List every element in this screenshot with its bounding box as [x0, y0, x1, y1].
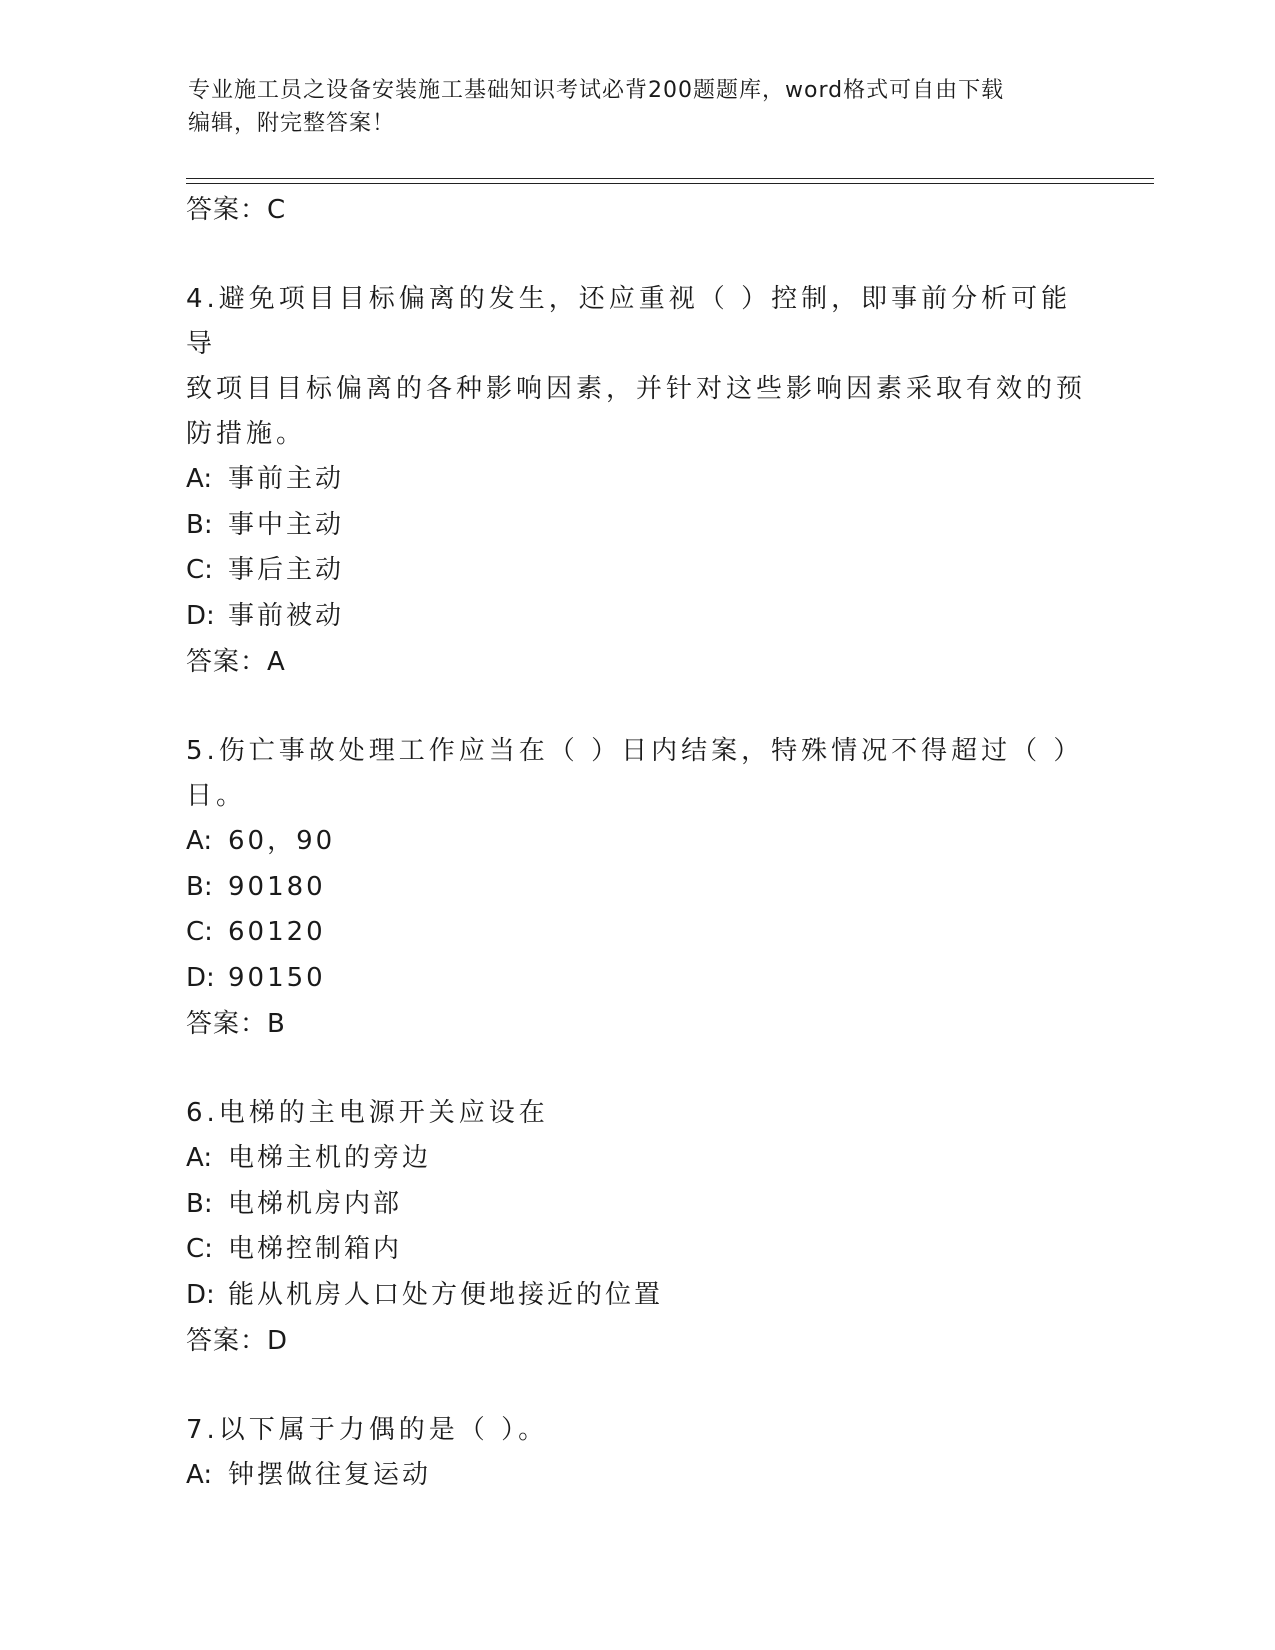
header-divider-bottom [186, 183, 1154, 184]
question-5-option-c: C: 60120 [186, 917, 326, 947]
header-divider-top [186, 178, 1154, 179]
question-5-option-d: D: 90150 [186, 962, 326, 993]
question-4-option-b: B: 事中主动 [186, 509, 345, 540]
question-6-text-line1: 6.电梯的主电源开关应设在 [186, 1098, 549, 1128]
question-5-text-line2: 日。 [186, 781, 247, 811]
header-title-line1: 专业施工员之设备安装施工基础知识考试必背200题题库，word格式可自由下载 [188, 78, 1005, 103]
question-7-text-line1: 7.以下属于力偶的是（ ）。 [186, 1415, 549, 1445]
question-4-text-line3: 防措施。 [186, 419, 307, 449]
question-6-option-a: A: 电梯主机的旁边 [186, 1143, 432, 1173]
question-4-text-line2: 致项目目标偏离的各种影响因素，并针对这些影响因素采取有效的预 [186, 374, 1087, 404]
answer-q4: 答案：A [186, 647, 286, 677]
question-4-option-c: C: 事后主动 [186, 555, 345, 585]
document-header [188, 74, 1088, 140]
question-4 [186, 277, 1086, 685]
answer-q5: 答案：B [186, 1009, 286, 1039]
question-7-option-a: A: 钟摆做往复运动 [186, 1460, 432, 1490]
question-6-option-c: C: 电梯控制箱内 [186, 1234, 403, 1264]
question-7 [186, 1408, 1086, 1499]
answer-q6: 答案：D [186, 1326, 289, 1356]
question-6 [186, 1091, 1086, 1364]
question-6-option-d: D: 能从机房人口处方便地接近的位置 [186, 1279, 664, 1310]
question-4-option-d: D: 事前被动 [186, 600, 345, 631]
question-4-text-line1: 4.避免项目目标偏离的发生，还应重视（ ）控制，即事前分析可能导 [186, 284, 1072, 359]
question-list [186, 187, 1086, 1499]
question-5-text-line1: 5.伤亡事故处理工作应当在（ ）日内结案，特殊情况不得超过（ ） [186, 736, 1084, 766]
question-4-option-a: A: 事前主动 [186, 464, 345, 494]
question-6-option-b: B: 电梯机房内部 [186, 1188, 403, 1219]
question-5 [186, 729, 1086, 1047]
question-5-option-b: B: 90180 [186, 871, 326, 902]
question-5-option-a: A: 60，90 [186, 826, 336, 856]
header-title-line2: 编辑，附完整答案！ [188, 111, 396, 136]
answer-q3: 答案：C [186, 195, 287, 225]
